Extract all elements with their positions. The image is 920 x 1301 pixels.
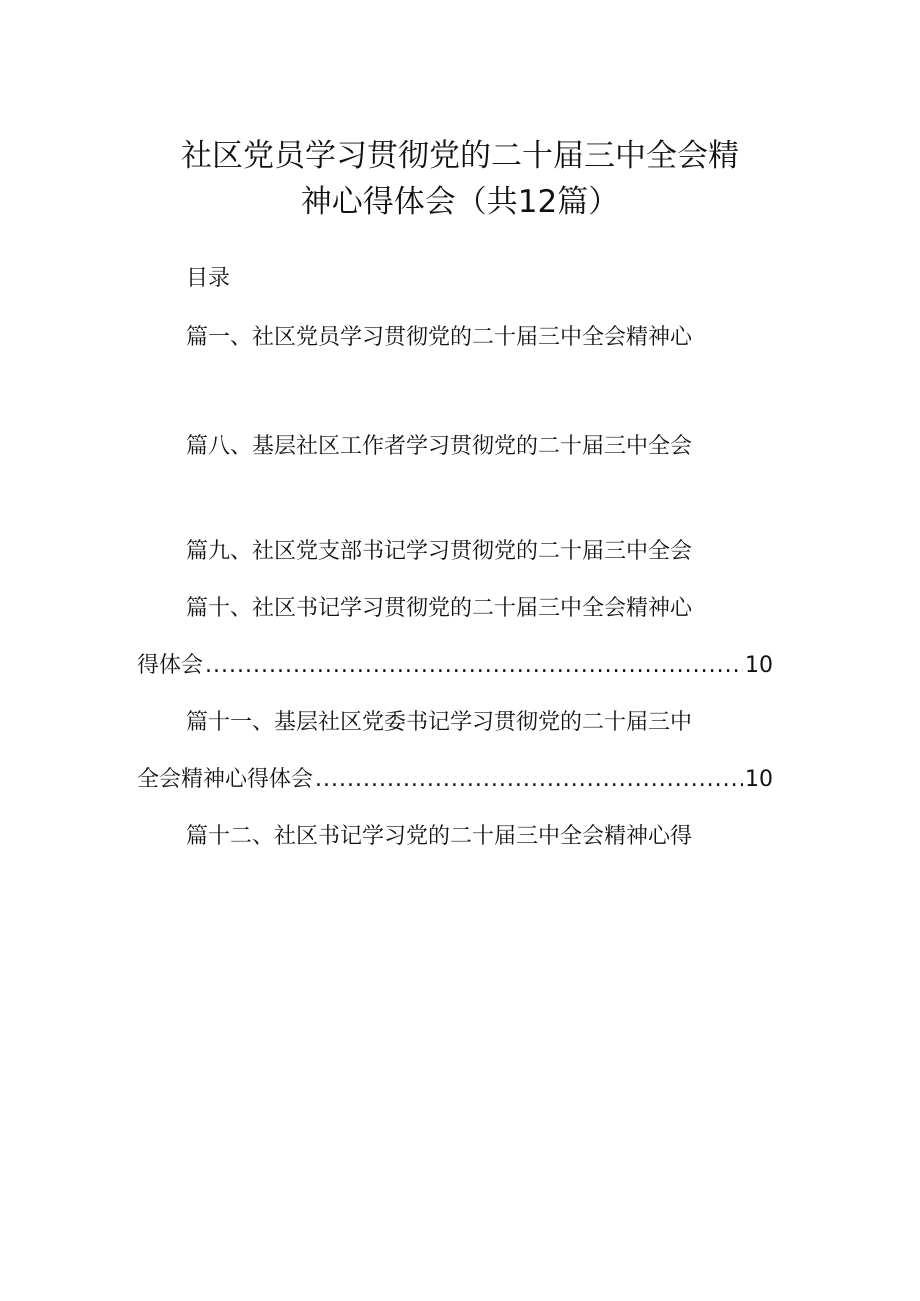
document-title bbox=[100, 133, 820, 225]
toc-entry-1[interactable]: 篇一、社区党员学习贯彻党的二十届三中全会精神心 bbox=[186, 325, 693, 350]
toc-entry-12[interactable]: 篇十二、社区书记学习党的二十届三中全会精神心得 bbox=[186, 824, 693, 849]
toc-entry-8[interactable]: 篇八、基层社区工作者学习贯彻党的二十届三中全会 bbox=[186, 434, 693, 459]
title-line-2: 神心得体会（共12篇） bbox=[300, 184, 620, 220]
toc-entry-11-page-number: 10 bbox=[745, 767, 773, 792]
toc-entry-11-line-2[interactable] bbox=[137, 763, 773, 797]
dot-leader bbox=[315, 763, 743, 797]
toc-entry-10-page-number: 10 bbox=[745, 653, 773, 678]
toc-heading: 目录 bbox=[186, 266, 231, 291]
toc-entry-9[interactable]: 篇九、社区党支部书记学习贯彻党的二十届三中全会 bbox=[186, 539, 693, 564]
toc-entry-10-line-1[interactable]: 篇十、社区书记学习贯彻党的二十届三中全会精神心 bbox=[186, 596, 693, 621]
title-line-1: 社区党员学习贯彻党的二十届三中全会精 bbox=[181, 138, 739, 174]
toc-entry-10-text: 得体会 bbox=[137, 653, 204, 678]
dot-leader bbox=[205, 649, 743, 683]
toc-entry-10-line-2[interactable] bbox=[137, 649, 773, 683]
toc-entry-11-text: 全会精神心得体会 bbox=[137, 767, 314, 792]
toc-entry-11-line-1[interactable]: 篇十一、基层社区党委书记学习贯彻党的二十届三中 bbox=[186, 710, 693, 735]
